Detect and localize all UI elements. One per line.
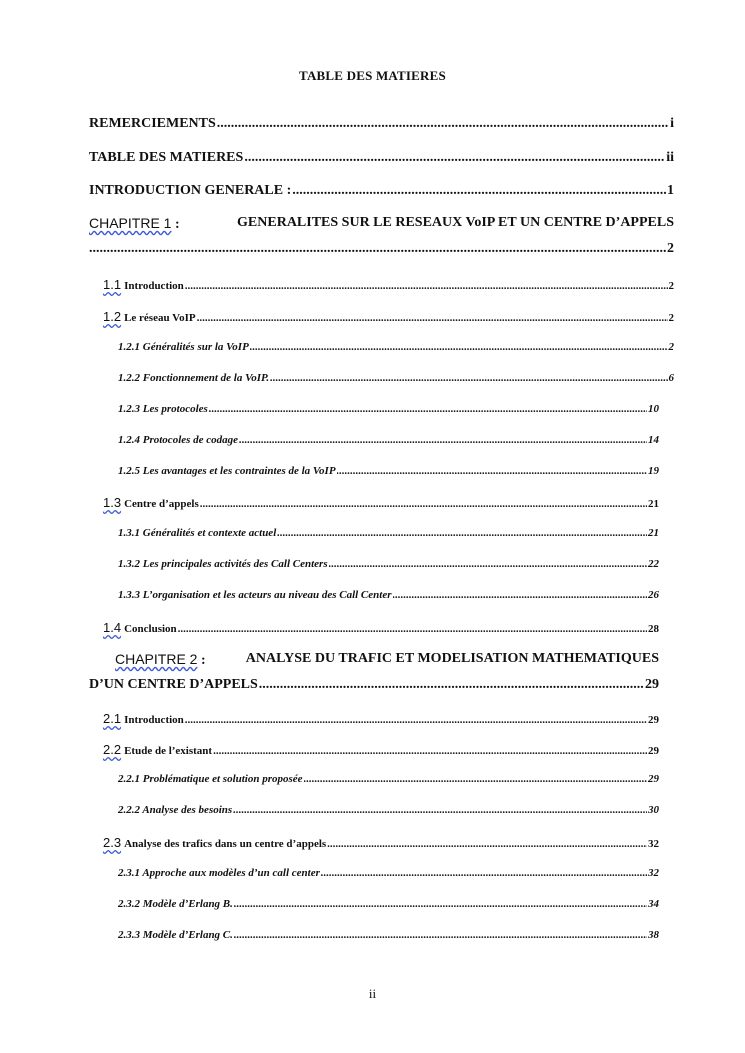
dot-leader <box>250 341 668 353</box>
toc-entry-page: 29 <box>648 714 659 726</box>
toc-entry-page: 26 <box>648 589 659 601</box>
dot-leader <box>292 183 666 199</box>
chapter-title-cont: D’UN CENTRE D’APPELS <box>89 677 258 692</box>
subsection-label: 1.3.3 L’organisation et les acteurs au niveau des Call Center <box>118 589 392 601</box>
toc-entry-introduction-generale[interactable] <box>89 183 674 199</box>
section-number: 1.1 <box>103 277 122 292</box>
chapter-1-leader-line <box>89 241 674 257</box>
subsection-label: 2.3.2 Modèle d’Erlang B. <box>118 898 233 910</box>
dot-leader <box>234 898 647 910</box>
dot-leader <box>321 867 647 879</box>
toc-entry-page: 2 <box>668 341 674 353</box>
toc-section-1-3[interactable] <box>103 495 659 510</box>
toc-entry-page: 2 <box>668 312 674 324</box>
toc-subsection-1-2-3[interactable] <box>118 403 659 415</box>
toc-subsection-1-3-2[interactable] <box>118 558 659 570</box>
toc-subsection-2-2-1[interactable] <box>118 773 659 785</box>
subsection-label: 1.2.2 Fonctionnement de la VoIP. <box>118 372 270 384</box>
page-number: ii <box>368 986 377 1001</box>
toc-entry-page: 22 <box>648 558 659 570</box>
chapter-title: GENERALITES SUR LE RESEAUX VoIP ET UN CENTRE D’APPELS <box>237 215 674 230</box>
toc-section-1-2[interactable] <box>103 309 674 324</box>
section-label: Centre d’appels <box>124 498 199 510</box>
section-number: 1.3 <box>103 495 122 510</box>
page-title: TABLE DES MATIERES <box>299 68 446 83</box>
chapter-colon: : <box>197 653 206 668</box>
subsection-label: 1.2.1 Généralités sur la VoIP <box>118 341 249 353</box>
dot-leader <box>270 372 667 384</box>
toc-section-2-1[interactable] <box>103 711 659 726</box>
toc-entry-remerciements[interactable] <box>89 116 674 132</box>
toc-section-2-2[interactable] <box>103 742 659 757</box>
section-label: Introduction <box>124 714 184 726</box>
dot-leader <box>259 677 644 693</box>
toc-entry-page: 21 <box>648 498 659 510</box>
toc-entry-page: 29 <box>648 745 659 757</box>
subsection-label: 2.3.3 Modèle d’Erlang C. <box>118 929 233 941</box>
dot-leader <box>213 745 647 757</box>
toc-chapter-2[interactable] <box>89 651 659 693</box>
toc-chapter-1[interactable] <box>89 215 674 257</box>
toc-subsection-1-3-1[interactable] <box>118 527 659 539</box>
section-label: Analyse des trafics dans un centre d’appels <box>124 838 327 850</box>
toc-section-1-4[interactable] <box>103 620 659 635</box>
toc-subsection-2-2-2[interactable] <box>118 804 659 816</box>
subsection-label: 1.2.5 Les avantages et les contraintes de la VoIP <box>118 465 336 477</box>
toc-entry-page: 38 <box>648 929 659 941</box>
toc-entry-page: 2 <box>667 241 674 256</box>
toc-subsection-2-3-3[interactable] <box>118 929 659 941</box>
toc-entry-page: 6 <box>668 372 674 384</box>
toc-entry-label: INTRODUCTION GENERALE : <box>89 183 292 198</box>
dot-leader <box>277 527 647 539</box>
toc-subsection-2-3-1[interactable] <box>118 867 659 879</box>
dot-leader <box>200 498 647 510</box>
dot-leader <box>217 116 669 132</box>
subsection-label: 2.2.2 Analyse des besoins <box>118 804 233 816</box>
toc-entry-page: i <box>670 116 674 131</box>
subsection-label: 1.2.3 Les protocoles <box>118 403 208 415</box>
chapter-word: CHAPITRE 1 <box>89 215 172 231</box>
section-number: 1.2 <box>103 309 122 324</box>
toc-section-1-1[interactable] <box>103 277 674 292</box>
section-number: 2.3 <box>103 835 122 850</box>
chapter-colon: : <box>171 217 180 232</box>
section-label: Etude de l’existant <box>124 745 213 757</box>
dot-leader <box>327 838 647 850</box>
dot-leader <box>239 434 647 446</box>
section-label: Le réseau VoIP <box>124 312 196 324</box>
dot-leader <box>185 714 647 726</box>
dot-leader <box>304 773 647 785</box>
section-number: 2.2 <box>103 742 122 757</box>
dot-leader <box>209 403 647 415</box>
dot-leader <box>329 558 647 570</box>
dot-leader <box>185 280 668 292</box>
chapter-2-second-line <box>89 677 659 693</box>
toc-subsection-2-3-2[interactable] <box>118 898 659 910</box>
toc-entry-page: 34 <box>648 898 659 910</box>
toc-entry-page: ii <box>666 150 674 165</box>
toc-entry-page: 21 <box>648 527 659 539</box>
chapter-word: CHAPITRE 2 <box>115 651 198 667</box>
section-number: 2.1 <box>103 711 122 726</box>
dot-leader <box>197 312 668 324</box>
toc-entry-table-des-matieres[interactable] <box>89 150 674 166</box>
toc-entry-page: 10 <box>648 403 659 415</box>
subsection-label: 1.3.2 Les principales activités des Call Centers <box>118 558 328 570</box>
toc-section-2-3[interactable] <box>103 835 659 850</box>
dot-leader <box>337 465 647 477</box>
toc-entry-label: REMERCIEMENTS <box>89 116 216 131</box>
toc-entry-page: 19 <box>648 465 659 477</box>
section-number: 1.4 <box>103 620 122 635</box>
subsection-label: 1.3.1 Généralités et contexte actuel <box>118 527 277 539</box>
section-label: Conclusion <box>124 623 177 635</box>
toc-subsection-1-3-3[interactable] <box>118 589 659 601</box>
subsection-label: 2.2.1 Problématique et solution proposée <box>118 773 303 785</box>
toc-entry-page: 29 <box>645 677 659 692</box>
subsection-label: 1.2.4 Protocoles de codage <box>118 434 239 446</box>
toc-subsection-1-2-4[interactable] <box>118 434 659 446</box>
dot-leader <box>393 589 648 601</box>
toc-entry-page: 2 <box>668 280 674 292</box>
toc-entry-page: 29 <box>648 773 659 785</box>
section-label: Introduction <box>124 280 184 292</box>
toc-subsection-1-2-2[interactable] <box>118 372 674 384</box>
dot-leader <box>244 150 665 166</box>
chapter-title: ANALYSE DU TRAFIC ET MODELISATION MATHEMATIQUES <box>245 651 659 666</box>
toc-entry-label: TABLE DES MATIERES <box>89 150 244 165</box>
dot-leader <box>178 623 647 635</box>
toc-entry-page: 28 <box>648 623 659 635</box>
subsection-label: 2.3.1 Approche aux modèles d’un call center <box>118 867 320 879</box>
toc-subsection-1-2-1[interactable] <box>118 341 674 353</box>
dot-leader <box>234 929 647 941</box>
toc-entry-page: 1 <box>667 183 674 198</box>
dot-leader <box>89 241 666 257</box>
toc-entry-page: 32 <box>648 867 659 879</box>
toc-subsection-1-2-5[interactable] <box>118 465 659 477</box>
toc-entry-page: 30 <box>648 804 659 816</box>
toc-entry-page: 32 <box>648 838 659 850</box>
dot-leader <box>233 804 647 816</box>
toc-entry-page: 14 <box>648 434 659 446</box>
